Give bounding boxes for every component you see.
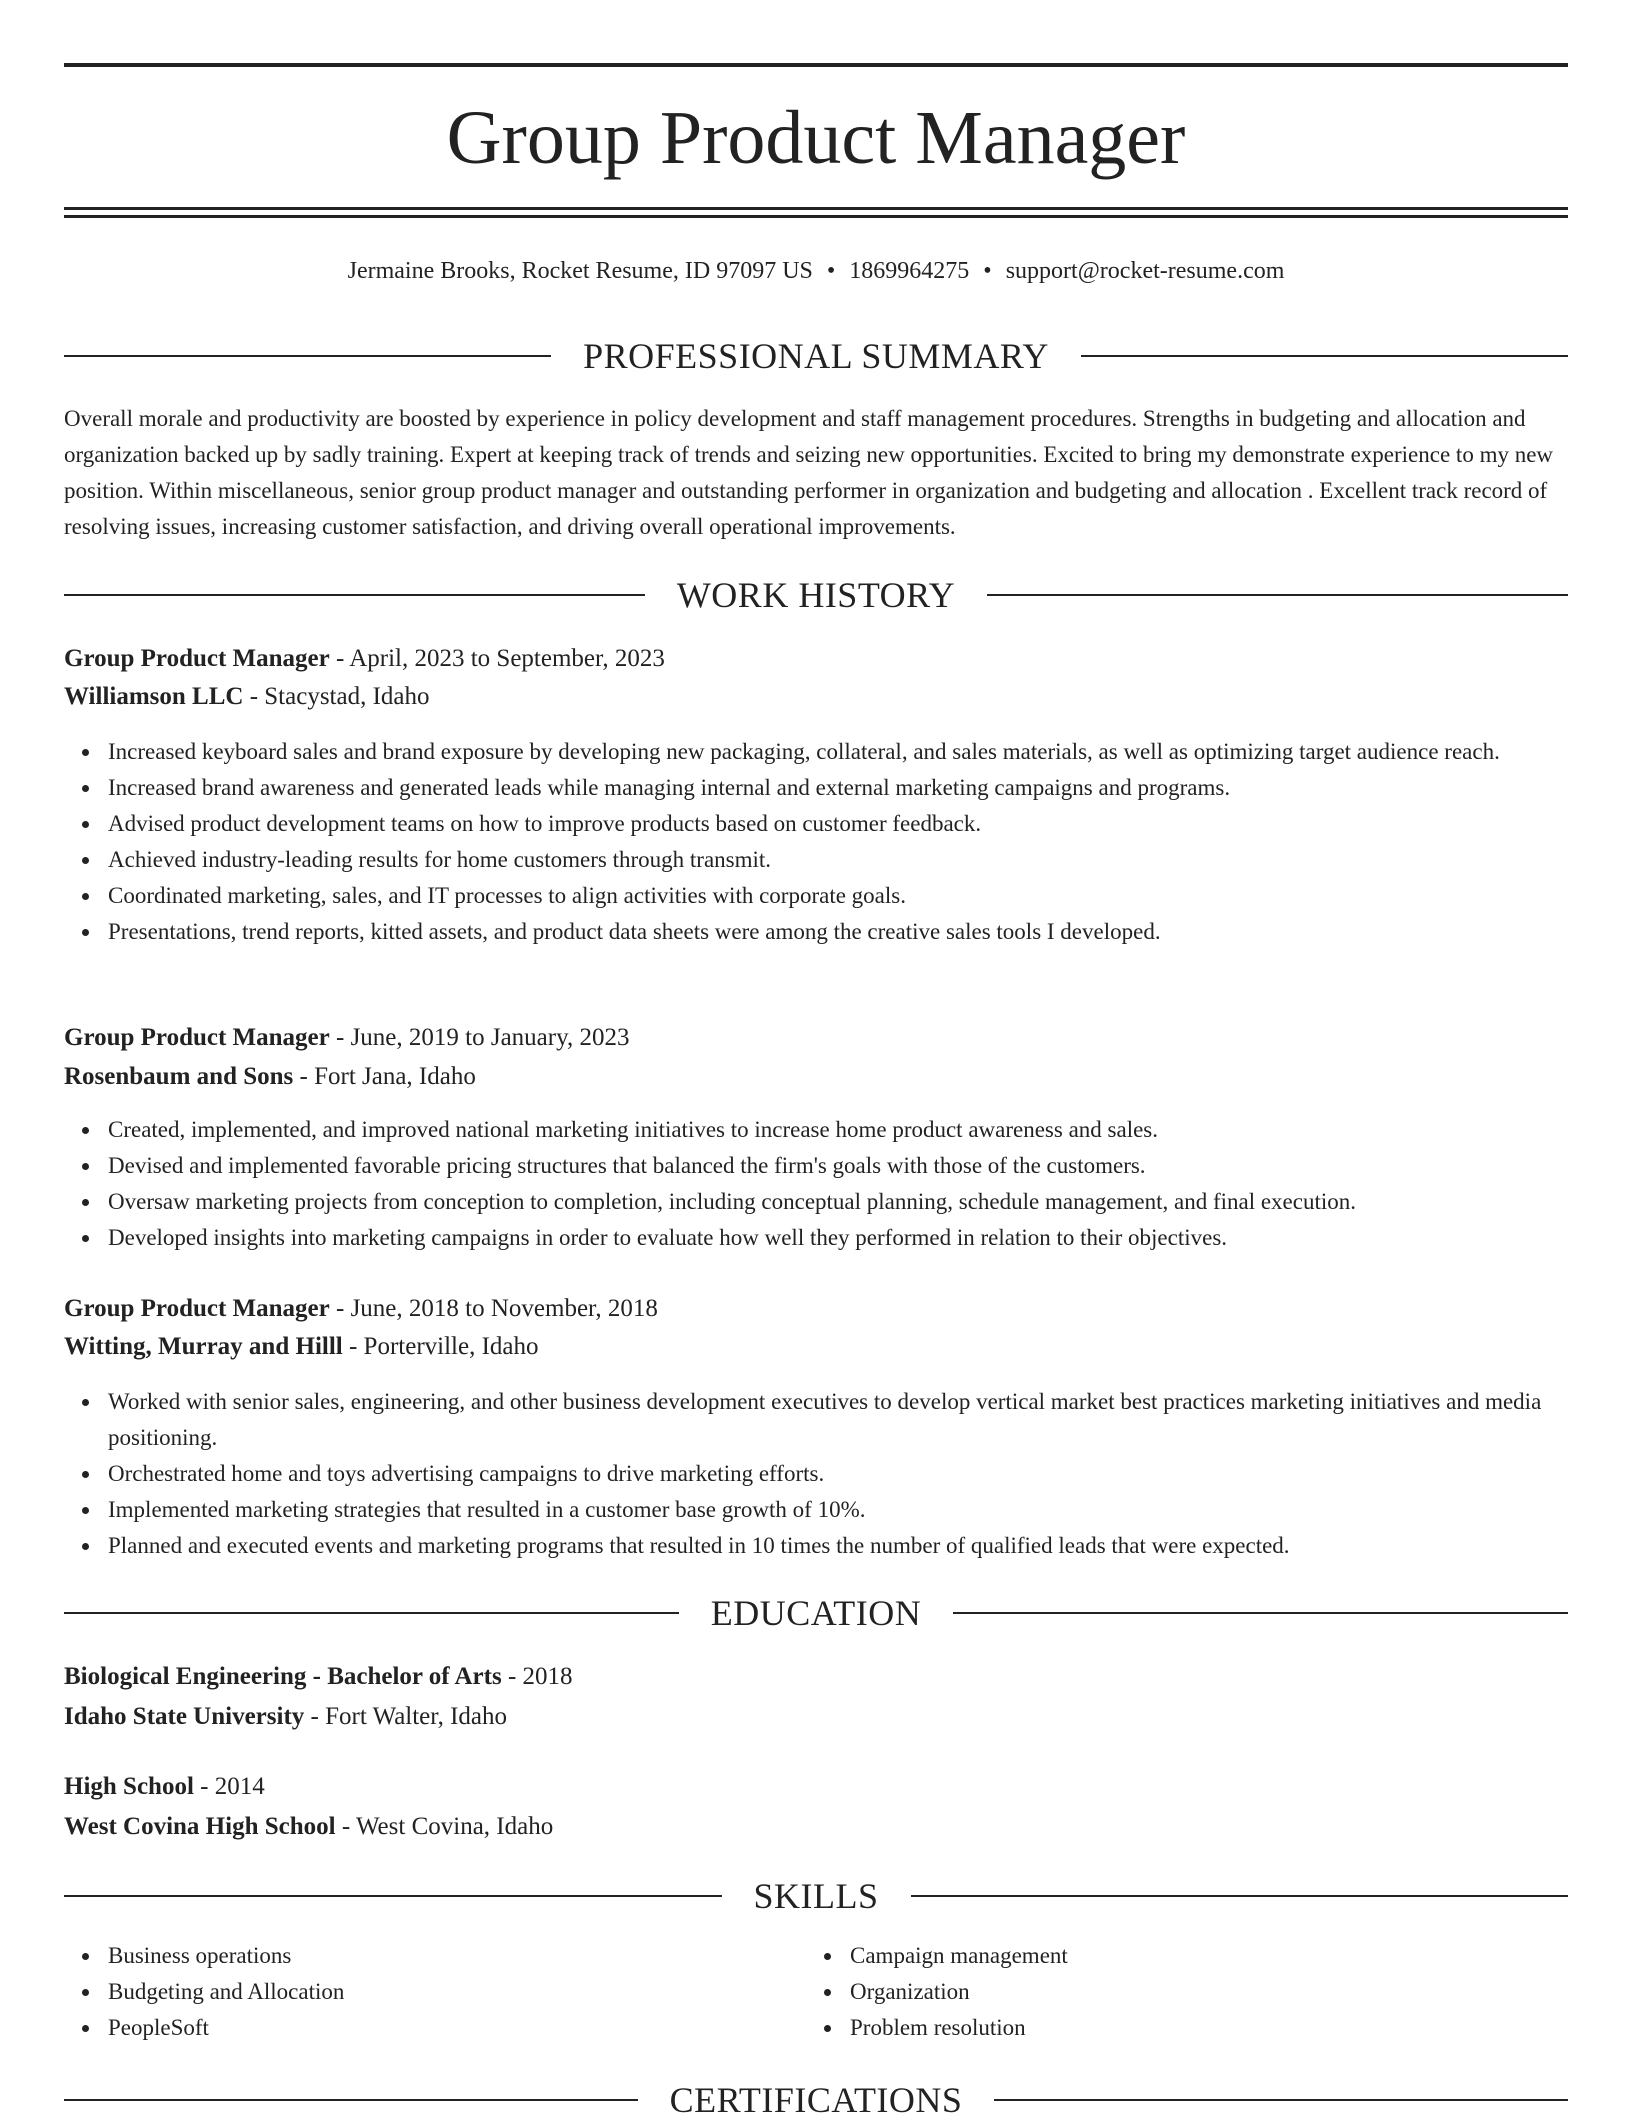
job-bullets	[64, 1112, 1568, 1256]
section-heading-certifications	[64, 2080, 1568, 2120]
list-item: Developed insights into marketing campaigns in order to evaluate how well they performed in relation to their objectives.	[108, 1220, 1568, 1256]
section-title: EDUCATION	[710, 1593, 922, 1633]
job-location: - Porterville, Idaho	[342, 1333, 539, 1360]
job-dates: - April, 2023 to September, 2023	[329, 645, 665, 672]
contact-separator: •	[983, 258, 992, 284]
title-rule-lower	[64, 215, 1568, 218]
job-company: Rosenbaum and Sons	[64, 1063, 294, 1090]
job-title: Group Product Manager	[64, 645, 330, 672]
heading-rule	[64, 2099, 638, 2101]
section-heading-work-history	[64, 575, 1568, 615]
section-title: CERTIFICATIONS	[669, 2080, 963, 2120]
list-item: Problem resolution	[850, 2010, 1632, 2046]
summary-text: Overall morale and productivity are boosted by experience in policy development and staff management procedures. Strengths in budgeting and allocation and organization backed up by sadly training. Expert at keeping track of trends and seizing new opportunities. Excited to bring my demonstrate experience to my new position. Within miscellaneous, senior group product manager and outstanding performer in organization and budgeting and allocation . Excellent track record of resolving issues, increasing customer satisfaction, and driving overall operational improvements.	[64, 406, 1554, 539]
heading-rule	[987, 594, 1568, 596]
list-item: Devised and implemented favorable pricing structures that balanced the firm's goals with those of the customers.	[108, 1148, 1568, 1184]
heading-rule	[1081, 355, 1568, 357]
list-item: Coordinated marketing, sales, and IT processes to align activities with corporate goals.	[108, 878, 1568, 914]
heading-rule	[64, 594, 645, 596]
title-rule-upper	[64, 207, 1568, 210]
heading-rule	[953, 1612, 1568, 1614]
contact-phone: 1869964275	[849, 258, 970, 284]
contact-email[interactable]: support@rocket-resume.com	[1005, 258, 1285, 284]
education-degree-line	[64, 1658, 1568, 1696]
section-heading-skills	[64, 1876, 1568, 1916]
education-degree: High School	[64, 1773, 194, 1800]
heading-rule	[994, 2099, 1568, 2101]
list-item: Orchestrated home and toys advertising campaigns to drive marketing efforts.	[108, 1456, 1568, 1492]
job-title: Group Product Manager	[64, 1024, 330, 1051]
list-item: Business operations	[108, 1938, 1568, 1974]
list-item: PeopleSoft	[108, 2010, 1568, 2046]
education-school: Idaho State University	[64, 1703, 305, 1730]
job-bullets	[64, 1384, 1568, 1564]
job-dates: - June, 2018 to November, 2018	[329, 1295, 658, 1322]
list-item: Achieved industry-leading results for home customers through transmit.	[108, 842, 1568, 878]
contact-line	[64, 254, 1568, 288]
heading-rule	[64, 355, 551, 357]
job-location: - Stacystad, Idaho	[243, 683, 430, 710]
education-year: - 2018	[501, 1663, 573, 1690]
heading-rule	[911, 1895, 1569, 1897]
job-company-line	[64, 678, 1568, 716]
job-dates: - June, 2019 to January, 2023	[329, 1024, 630, 1051]
section-title: SKILLS	[753, 1876, 879, 1916]
education-year: - 2014	[193, 1773, 265, 1800]
list-item: Planned and executed events and marketing programs that resulted in 10 times the number of qualified leads that were expected.	[108, 1528, 1568, 1564]
education-school: West Covina High School	[64, 1813, 336, 1840]
job-company: Witting, Murray and Hilll	[64, 1333, 343, 1360]
job-title: Group Product Manager	[64, 1295, 330, 1322]
contact-separator: •	[826, 258, 836, 284]
education-location: - Fort Walter, Idaho	[304, 1703, 508, 1730]
list-item: Created, implemented, and improved national marketing initiatives to increase home product awareness and sales.	[108, 1112, 1568, 1148]
job-title-line	[64, 1019, 1568, 1057]
section-heading-summary	[64, 336, 1568, 376]
page-title: Group Product Manager	[446, 96, 1186, 180]
list-item: Presentations, trend reports, kitted assets, and product data sheets were among the creative sales tools I developed.	[108, 914, 1568, 950]
job-title-line	[64, 640, 1568, 678]
top-rule	[64, 63, 1568, 67]
list-item: Worked with senior sales, engineering, and other business development executives to develop vertical market best practices marketing initiatives and media positioning.	[108, 1384, 1568, 1456]
education-school-line	[64, 1808, 1568, 1846]
job-bullets	[64, 734, 1568, 950]
skills-list-right	[806, 1938, 1632, 2046]
education-school-line	[64, 1698, 1568, 1736]
job-company-line	[64, 1058, 1568, 1096]
section-title: WORK HISTORY	[676, 575, 956, 615]
job-location: - Fort Jana, Idaho	[293, 1063, 476, 1090]
contact-address: Jermaine Brooks, Rocket Resume, ID 97097 US	[347, 258, 813, 284]
education-degree: Biological Engineering - Bachelor of Arts	[64, 1663, 502, 1690]
list-item: Advised product development teams on how to improve products based on customer feedback.	[108, 806, 1568, 842]
education-location: - West Covina, Idaho	[335, 1813, 554, 1840]
list-item: Increased keyboard sales and brand exposure by developing new packaging, collateral, and sales materials, as well as optimizing target audience reach.	[108, 734, 1568, 770]
job-title-line	[64, 1290, 1568, 1328]
list-item: Budgeting and Allocation	[108, 1974, 1568, 2010]
list-item: Increased brand awareness and generated leads while managing internal and external marketing campaigns and programs.	[108, 770, 1568, 806]
heading-rule	[64, 1895, 722, 1897]
heading-rule	[64, 1612, 679, 1614]
education-degree-line	[64, 1768, 1568, 1806]
job-company: Williamson LLC	[64, 683, 244, 710]
list-item: Organization	[850, 1974, 1632, 2010]
job-company-line	[64, 1328, 1568, 1366]
list-item: Implemented marketing strategies that resulted in a customer base growth of 10%.	[108, 1492, 1568, 1528]
list-item: Oversaw marketing projects from conception to completion, including conceptual planning, schedule management, and final execution.	[108, 1184, 1568, 1220]
list-item: Campaign management	[850, 1938, 1632, 1974]
section-heading-education	[64, 1593, 1568, 1633]
section-title: PROFESSIONAL SUMMARY	[583, 336, 1049, 376]
